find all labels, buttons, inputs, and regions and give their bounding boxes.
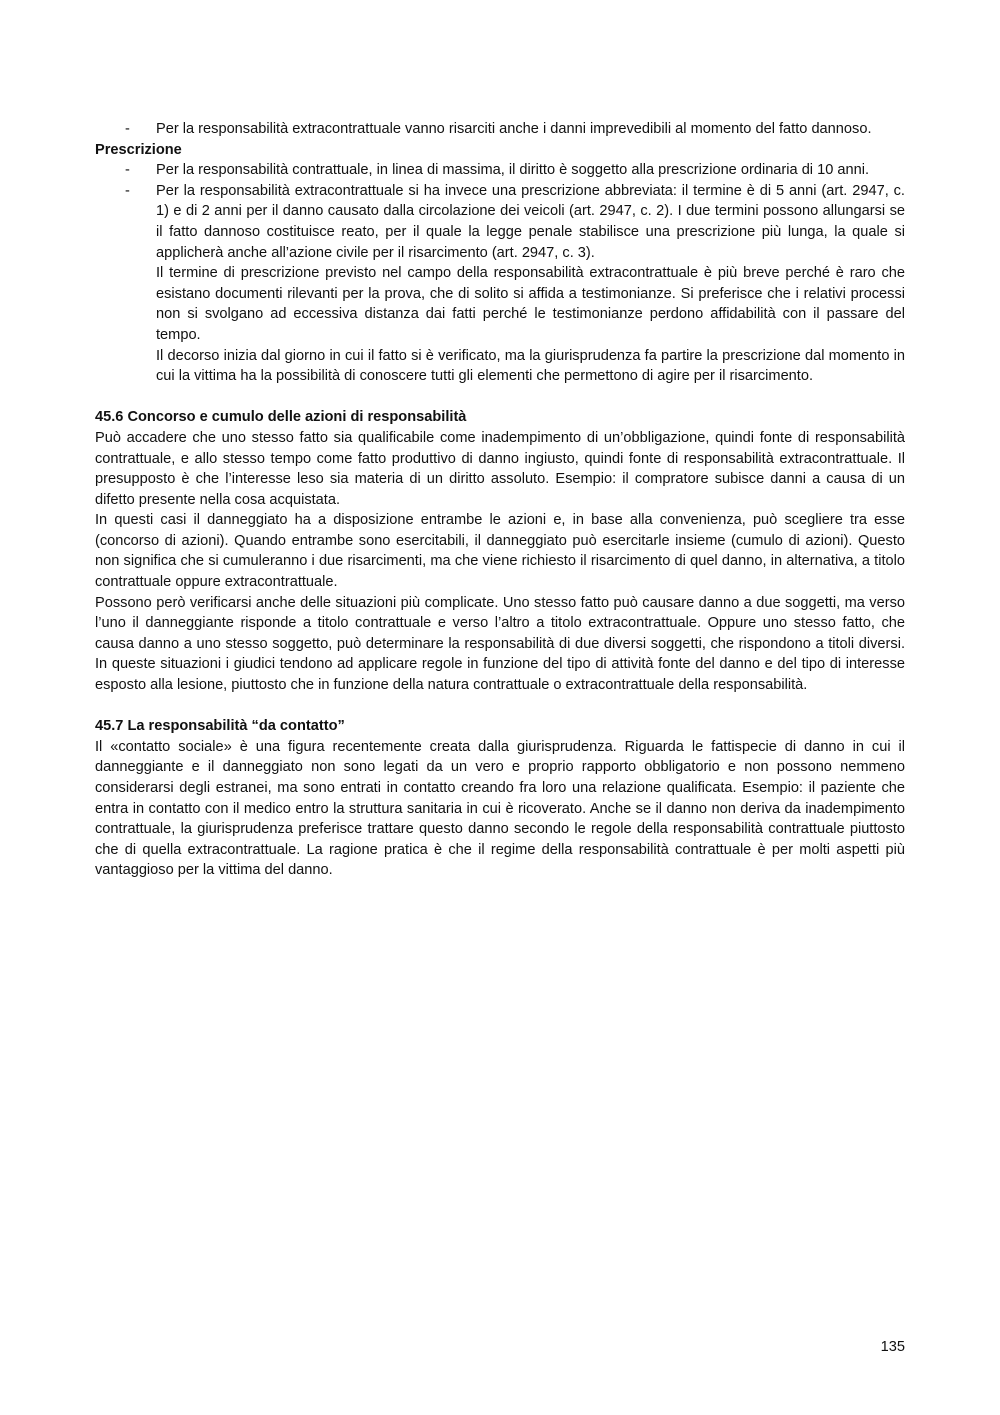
bullet-item bbox=[95, 119, 905, 140]
bullet-text: Per la responsabilità extracontrattuale si ha invece una prescrizione abbreviata: il termine è di 5 anni (art. 2947, c. 1) e di 2 anni per il danno causato dalla circolazione dei veicoli (art. 2947, c. 2). I due termini possono allungarsi se il fatto dannoso costituisce reato, per il quale la legge penale stabilisce una prescrizione più lunga, la quale si applicherà anche all’azione civile per il risarcimento (art. 2947, c. 3). bbox=[156, 182, 905, 261]
page-number: 135 bbox=[880, 1339, 905, 1355]
paragraph: Possono però verificarsi anche delle situazioni più complicate. Uno stesso fatto può causare danno a due soggetti, ma verso l’uno il danneggiante risponde a titolo contrattuale e verso l’altro a titolo extracontrattuale. Oppure uno stesso fatto, che causa danno a uno stesso soggetto, può determinare la responsabilità di due diversi soggetti, che rispondono a titoli diversi. In queste situazioni i giudici tendono ad applicare regole in funzione del tipo di attività fonte del danno e del tipo di interesse esposto alla lesione, piuttosto che in funzione della natura contrattuale o extracontrattuale della responsabilità. bbox=[95, 594, 905, 694]
spacer bbox=[95, 696, 905, 717]
bullet-dash: - bbox=[125, 182, 130, 199]
bullet-text: Il termine di prescrizione previsto nel campo della responsabilità extracontrattuale è più breve perché è raro che esistano documenti rilevanti per la prova, che di solito si affida a testimonianze. Si preferisce che i relativi processi non si svolgano ad eccessiva distanza dai fatti perché le testimonianze perdono affidabilità con il passare del tempo. bbox=[156, 265, 905, 343]
bullet-text: Per la responsabilità contrattuale, in linea di massima, il diritto è soggetto alla prescrizione ordinaria di 10 anni. bbox=[156, 162, 870, 179]
bullet-item bbox=[95, 181, 905, 387]
bullet-item bbox=[95, 160, 905, 181]
bullet-dash: - bbox=[125, 121, 130, 137]
subheading-prescrizione: Prescrizione bbox=[95, 141, 182, 158]
paragraph: Può accadere che uno stesso fatto sia qualificabile come inadempimento di un’obbligazione, quindi fonte di responsabilità contrattuale, e allo stesso tempo come fatto produttivo di danno ingiusto, quindi fonte di responsabilità extracontrattuale. Il presupposto è che l’interesse leso sia materia di un diritto assoluto. Esempio: il compratore subisce danni a causa di un difetto presente nella cosa acquistata. bbox=[95, 429, 905, 508]
page-content bbox=[95, 119, 905, 881]
spacer bbox=[95, 387, 905, 408]
section-heading-45-7: 45.7 La responsabilità “da contatto” bbox=[95, 718, 345, 735]
bullet-dash: - bbox=[125, 162, 130, 179]
section-heading-45-6: 45.6 Concorso e cumulo delle azioni di responsabilità bbox=[95, 409, 467, 426]
bullet-text: Per la responsabilità extracontrattuale vanno risarciti anche i danni imprevedibili al momento del fatto dannoso. bbox=[156, 121, 872, 137]
bullet-text: Il decorso inizia dal giorno in cui il fatto si è verificato, ma la giurisprudenza fa partire la prescrizione dal momento in cui la vittima ha la possibilità di conoscere tutti gli elementi che permettono di agire per il risarcimento. bbox=[156, 347, 905, 385]
paragraph: Il «contatto sociale» è una figura recentemente creata dalla giurisprudenza. Riguarda le fattispecie di danno in cui il danneggiante e il danneggiato non sono legati da un vero e proprio rapporto obbligatorio e non possono nemmeno considerarsi degli estranei, ma sono entrati in contatto creando fra loro una relazione qualificata. Esempio: il paziente che entra in contatto con il medico entro la struttura sanitaria in cui è ricoverato. Anche se il danno non deriva da inadempimento contrattuale, la giurisprudenza preferisce trattare questo danno secondo le regole della responsabilità contrattuale piuttosto che di quella extracontrattuale. La ragione pratica è che il regime della responsabilità contrattuale è per molti aspetti più vantaggioso per la vittima del danno. bbox=[95, 738, 905, 879]
paragraph: In questi casi il danneggiato ha a disposizione entrambe le azioni e, in base alla convenienza, può scegliere tra esse (concorso di azioni). Quando entrambe sono esercitabili, il danneggiato può esercitarle insieme (cumulo di azioni). Questo non significa che si cumuleranno i due risarcimenti, ma che viene richiesto il risarcimento di quel danno, in alternativa, a titolo contrattuale oppure extracontrattuale. bbox=[95, 512, 905, 591]
